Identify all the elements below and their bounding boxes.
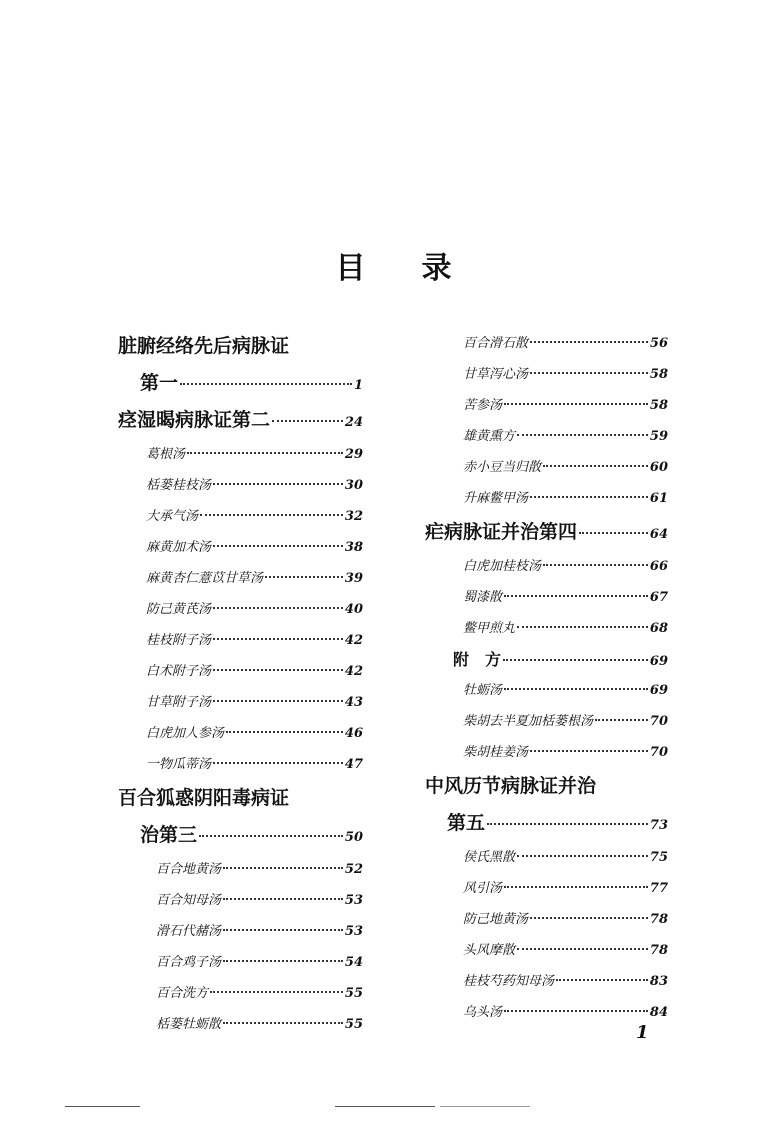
- toc-page-number: 54: [344, 955, 363, 970]
- toc-page-number: 78: [649, 943, 668, 958]
- toc-entry-label: 风引汤: [463, 881, 503, 896]
- toc-entry-row[interactable]: [118, 501, 363, 532]
- toc-entry-label: 苦参汤: [463, 398, 503, 413]
- title-char-1: 目: [335, 251, 366, 286]
- toc-page-number: 40: [344, 602, 363, 617]
- toc-entry-label: 甘草泻心汤: [463, 367, 529, 382]
- toc-entry-row[interactable]: [425, 737, 668, 768]
- dot-leader: [213, 669, 343, 671]
- dot-leader: [543, 564, 648, 566]
- toc-entry-label: 栝蒌牡蛎散: [156, 1017, 222, 1032]
- toc-page-number: 67: [649, 590, 668, 605]
- toc-entry-label: 百合狐惑阴阳毒病证: [118, 787, 290, 809]
- scan-artifact-line: [440, 1106, 530, 1107]
- toc-entry-label: 百合鸡子汤: [156, 955, 222, 970]
- dot-leader: [530, 750, 648, 752]
- toc-entry-label: 百合洗方: [156, 986, 209, 1001]
- toc-entry-row[interactable]: [118, 978, 363, 1009]
- toc-page-number: 69: [649, 654, 668, 669]
- toc-entry-label: 治第三: [140, 824, 198, 846]
- toc-entry-label: 疟病脉证并治第四: [425, 521, 578, 543]
- dot-leader: [265, 576, 343, 578]
- dot-leader: [556, 979, 648, 981]
- dot-leader: [517, 855, 648, 857]
- toc-entry-label: 防己黄芪汤: [146, 602, 212, 617]
- toc-entry-row[interactable]: [425, 582, 668, 613]
- toc-entry-row[interactable]: [425, 904, 668, 935]
- toc-entry-label: 第一: [140, 372, 179, 394]
- toc-page-number: 1: [353, 378, 363, 393]
- toc-entry-row[interactable]: [118, 563, 363, 594]
- dot-leader: [503, 659, 648, 661]
- toc-entry-label: 白术附子汤: [146, 664, 212, 679]
- toc-entry-row[interactable]: [425, 997, 668, 1028]
- toc-entry-row[interactable]: [425, 935, 668, 966]
- toc-entry-row[interactable]: [118, 749, 363, 780]
- dot-leader: [272, 420, 343, 422]
- toc-page-number: 66: [649, 559, 668, 574]
- toc-page-number: 75: [649, 850, 668, 865]
- toc-entry-label: 大承气汤: [146, 509, 199, 524]
- dot-leader: [504, 886, 648, 888]
- dot-leader: [223, 960, 343, 962]
- toc-entry-row[interactable]: [425, 421, 668, 452]
- dot-leader: [213, 545, 343, 547]
- toc-entry-label: 滑石代赭汤: [156, 924, 222, 939]
- toc-page-number: 59: [649, 429, 668, 444]
- dot-leader: [517, 626, 648, 628]
- toc-entry-label: 雄黄熏方: [463, 429, 516, 444]
- toc-entry-row[interactable]: [425, 452, 668, 483]
- toc-page-number: 55: [344, 986, 363, 1001]
- toc-chapter-row[interactable]: [118, 780, 363, 817]
- toc-page-number: 53: [344, 893, 363, 908]
- toc-chapter-row[interactable]: [425, 805, 668, 842]
- toc-entry-row[interactable]: [118, 594, 363, 625]
- toc-page-number: 78: [649, 912, 668, 927]
- dot-leader: [210, 991, 343, 993]
- toc-left-column: [118, 328, 363, 1040]
- page-title: [0, 243, 777, 287]
- toc-entry-row[interactable]: [118, 718, 363, 749]
- toc-page-number: 83: [649, 974, 668, 989]
- dot-leader: [517, 948, 648, 950]
- toc-entry-label: 甘草附子汤: [146, 695, 212, 710]
- dot-leader: [223, 898, 343, 900]
- toc-entry-label: 百合地黄汤: [156, 862, 222, 877]
- scan-artifact-line: [335, 1106, 435, 1107]
- dot-leader: [226, 731, 343, 733]
- toc-entry-row[interactable]: [425, 675, 668, 706]
- toc-chapter-row[interactable]: [118, 817, 363, 854]
- dot-leader: [223, 1022, 343, 1024]
- toc-entry-row[interactable]: [118, 854, 363, 885]
- toc-entry-row[interactable]: [118, 439, 363, 470]
- toc-page-number: 69: [649, 683, 668, 698]
- dot-leader: [223, 867, 343, 869]
- toc-entry-row[interactable]: [425, 613, 668, 644]
- toc-entry-label: 一物瓜蒂汤: [146, 757, 212, 772]
- toc-chapter-row[interactable]: [425, 768, 668, 805]
- dot-leader: [213, 607, 343, 609]
- dot-leader: [543, 465, 648, 467]
- toc-entry-row[interactable]: [425, 483, 668, 514]
- toc-section-row[interactable]: [425, 644, 668, 675]
- toc-chapter-row[interactable]: [118, 365, 363, 402]
- toc-entry-label: 乌头汤: [463, 1005, 503, 1020]
- toc-entry-label: 麻黄杏仁薏苡甘草汤: [146, 571, 264, 586]
- toc-entry-label: 葛根汤: [146, 447, 186, 462]
- toc-entry-label: 牡蛎汤: [463, 683, 503, 698]
- toc-entry-row[interactable]: [425, 706, 668, 737]
- toc-entry-row[interactable]: [425, 390, 668, 421]
- toc-page-number: 68: [649, 621, 668, 636]
- toc-entry-row[interactable]: [425, 842, 668, 873]
- toc-page-number: 24: [344, 415, 363, 430]
- title-char-2: 录: [421, 251, 452, 286]
- toc-entry-label: 第五: [447, 812, 486, 834]
- dot-leader: [213, 483, 343, 485]
- toc-entry-row[interactable]: [118, 532, 363, 563]
- toc-entry-label: 升麻鳖甲汤: [463, 491, 529, 506]
- toc-page-number: 42: [344, 664, 363, 679]
- toc-entry-row[interactable]: [425, 551, 668, 582]
- dot-leader: [595, 719, 648, 721]
- toc-page-number: 42: [344, 633, 363, 648]
- dot-leader: [223, 929, 343, 931]
- toc-chapter-row[interactable]: [118, 328, 363, 365]
- toc-entry-label: 鳖甲煎丸: [463, 621, 516, 636]
- dot-leader: [517, 434, 648, 436]
- toc-entry-row[interactable]: [118, 625, 363, 656]
- dot-leader: [213, 638, 343, 640]
- toc-entry-label: 侯氏黑散: [463, 850, 516, 865]
- toc-page-number: 39: [344, 571, 363, 586]
- toc-page-number: 30: [344, 478, 363, 493]
- toc-page-number: 58: [649, 367, 668, 382]
- toc-page-number: 60: [649, 460, 668, 475]
- toc-page-number: 29: [344, 447, 363, 462]
- toc-entry-label: 白虎加桂枝汤: [463, 559, 542, 574]
- toc-entry-label: 百合知母汤: [156, 893, 222, 908]
- scan-artifact-line: [65, 1106, 140, 1107]
- dot-leader: [200, 514, 343, 516]
- toc-entry-label: 蜀漆散: [463, 590, 503, 605]
- toc-page-number: 61: [649, 491, 668, 506]
- toc-entry-row[interactable]: [118, 947, 363, 978]
- toc-page-number: 84: [649, 1005, 668, 1020]
- toc-entry-label: 桂枝芍药知母汤: [463, 974, 555, 989]
- toc-entry-row[interactable]: [425, 359, 668, 390]
- toc-entry-label: 头风摩散: [463, 943, 516, 958]
- toc-page-number: 70: [649, 714, 668, 729]
- toc-page-number: 53: [344, 924, 363, 939]
- dot-leader: [530, 341, 648, 343]
- toc-entry-row[interactable]: [425, 966, 668, 997]
- toc-page-number: 56: [649, 336, 668, 351]
- page-number: 1: [636, 1022, 649, 1043]
- toc-entry-label: 中风历节病脉证并治: [425, 775, 597, 797]
- toc-page-number: 32: [344, 509, 363, 524]
- toc-page-number: 73: [649, 818, 668, 833]
- dot-leader: [504, 403, 648, 405]
- toc-page-number: 77: [649, 881, 668, 896]
- dot-leader: [579, 532, 648, 534]
- toc-entry-label: 柴胡桂姜汤: [463, 745, 529, 760]
- toc-entry-row[interactable]: [118, 656, 363, 687]
- toc-entry-row[interactable]: [425, 328, 668, 359]
- toc-entry-label: 百合滑石散: [463, 336, 529, 351]
- dot-leader: [199, 835, 343, 837]
- dot-leader: [213, 762, 343, 764]
- dot-leader: [504, 1010, 648, 1012]
- toc-entry-row[interactable]: [118, 885, 363, 916]
- dot-leader: [504, 688, 648, 690]
- toc-page-number: 50: [344, 830, 363, 845]
- toc-page-number: 55: [344, 1017, 363, 1032]
- toc-entry-label: 痉湿暍病脉证第二: [118, 409, 271, 431]
- toc-entry-label: 柴胡去半夏加栝蒌根汤: [463, 714, 594, 729]
- toc-entry-label: 附 方: [453, 650, 502, 669]
- dot-leader: [213, 700, 343, 702]
- toc-page-number: 64: [649, 527, 668, 542]
- dot-leader: [504, 595, 648, 597]
- toc-chapter-row[interactable]: [118, 402, 363, 439]
- toc-entry-label: 防己地黄汤: [463, 912, 529, 927]
- toc-page-number: 47: [344, 757, 363, 772]
- toc-entry-label: 栝蒌桂枝汤: [146, 478, 212, 493]
- dot-leader: [530, 917, 648, 919]
- toc-entry-label: 白虎加人参汤: [146, 726, 225, 741]
- toc-page-number: 38: [344, 540, 363, 555]
- toc-chapter-row[interactable]: [425, 514, 668, 551]
- toc-entry-label: 麻黄加术汤: [146, 540, 212, 555]
- toc-page-number: 52: [344, 862, 363, 877]
- toc-entry-label: 桂枝附子汤: [146, 633, 212, 648]
- toc-page-number: 70: [649, 745, 668, 760]
- toc-entry-row[interactable]: [118, 1009, 363, 1040]
- toc-page-number: 58: [649, 398, 668, 413]
- toc-entry-row[interactable]: [118, 916, 363, 947]
- toc-entry-label: 赤小豆当归散: [463, 460, 542, 475]
- toc-entry-row[interactable]: [118, 470, 363, 501]
- dot-leader: [180, 383, 352, 385]
- dot-leader: [530, 372, 648, 374]
- toc-right-column: [425, 328, 668, 1028]
- dot-leader: [187, 452, 343, 454]
- toc-entry-row[interactable]: [425, 873, 668, 904]
- dot-leader: [530, 496, 648, 498]
- toc-entry-label: 脏腑经络先后病脉证: [118, 335, 290, 357]
- toc-page-number: 43: [344, 695, 363, 710]
- toc-entry-row[interactable]: [118, 687, 363, 718]
- dot-leader: [487, 823, 648, 825]
- toc-page-number: 46: [344, 726, 363, 741]
